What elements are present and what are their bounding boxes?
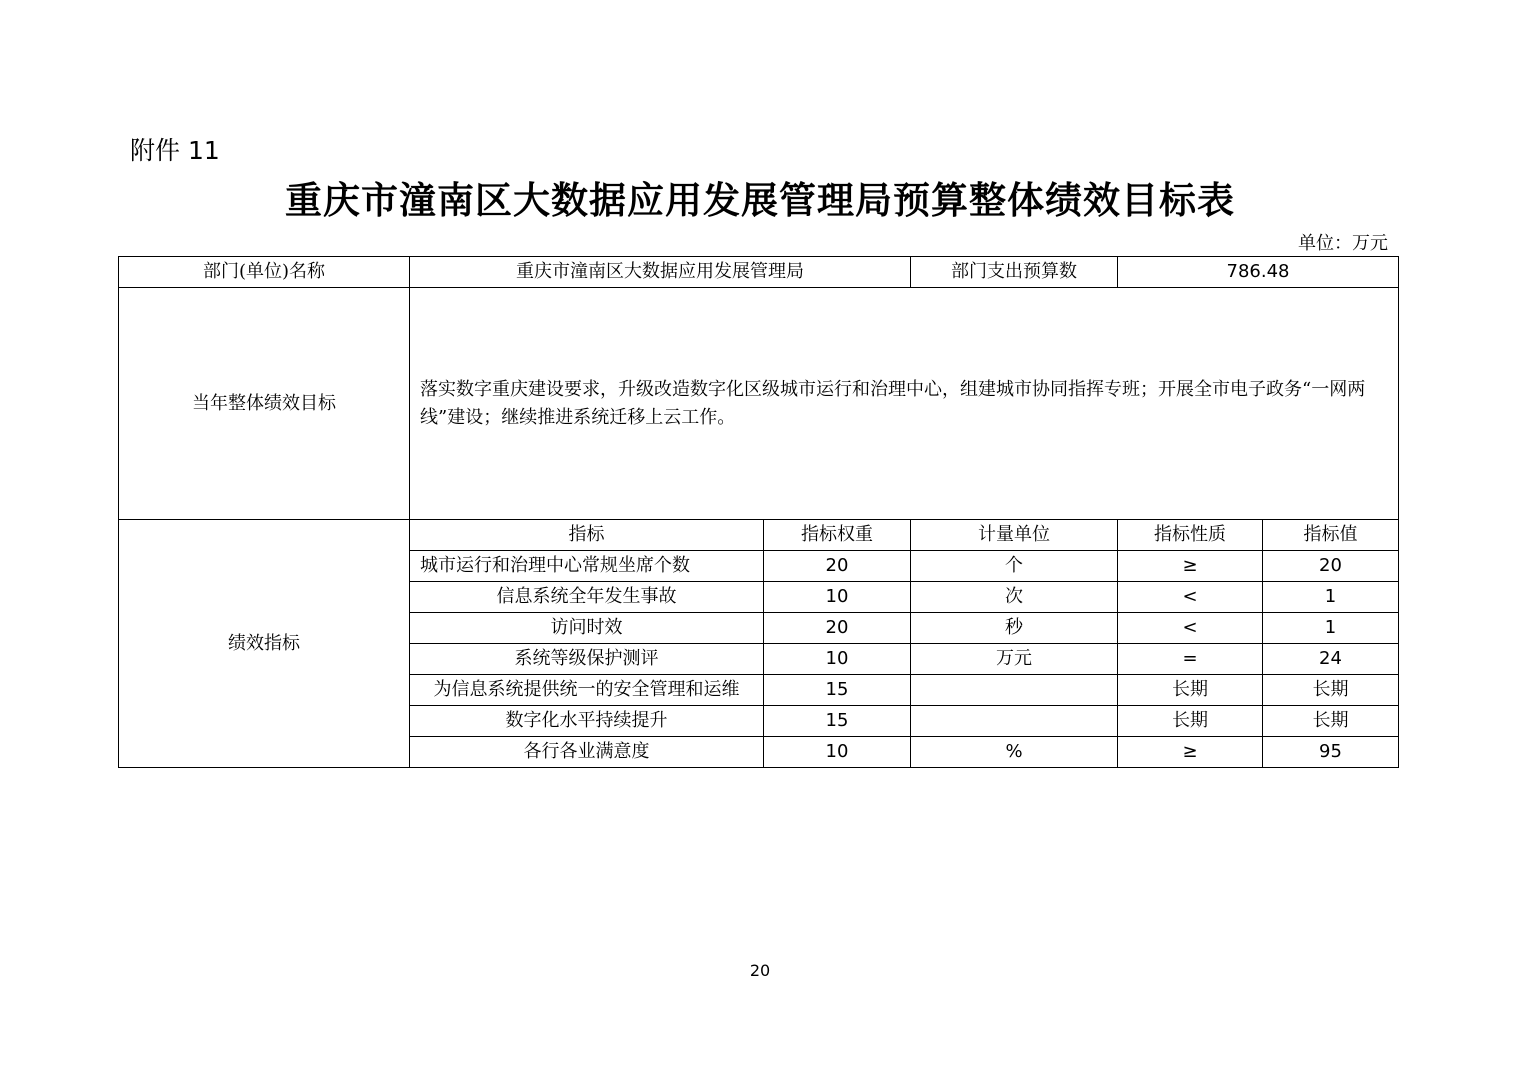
- indicator-nature: ≥: [1118, 737, 1263, 768]
- indicator-value: 1: [1263, 582, 1399, 613]
- indicator-name: 城市运行和治理中心常规坐席个数: [410, 551, 764, 582]
- header-value: 指标值: [1263, 520, 1399, 551]
- header-unit: 计量单位: [911, 520, 1118, 551]
- indicator-value: 长期: [1263, 706, 1399, 737]
- header-weight: 指标权重: [764, 520, 911, 551]
- annual-goal-label: 当年整体绩效目标: [119, 288, 410, 520]
- indicator-nature: <: [1118, 582, 1263, 613]
- indicator-nature: 长期: [1118, 706, 1263, 737]
- indicator-value: 长期: [1263, 675, 1399, 706]
- indicator-weight: 10: [764, 644, 911, 675]
- indicator-unit: 次: [911, 582, 1118, 613]
- indicator-name: 信息系统全年发生事故: [410, 582, 764, 613]
- indicator-weight: 20: [764, 613, 911, 644]
- indicator-nature: ≥: [1118, 551, 1263, 582]
- indicator-value: 20: [1263, 551, 1399, 582]
- indicator-unit: 个: [911, 551, 1118, 582]
- indicator-value: 1: [1263, 613, 1399, 644]
- indicator-weight: 20: [764, 551, 911, 582]
- indicator-weight: 10: [764, 737, 911, 768]
- indicator-nature: =: [1118, 644, 1263, 675]
- indicator-name: 访问时效: [410, 613, 764, 644]
- indicator-unit: %: [911, 737, 1118, 768]
- indicator-weight: 10: [764, 582, 911, 613]
- annual-goal-text: 落实数字重庆建设要求，升级改造数字化区级城市运行和治理中心，组建城市协同指挥专班；开展全市电子政务“一网两线”建设；继续推进系统迁移上云工作。: [410, 288, 1399, 520]
- indicator-header-row: [119, 520, 1399, 551]
- dept-info-row: [119, 257, 1399, 288]
- budget-value: 786.48: [1118, 257, 1399, 288]
- page-number: 20: [749, 961, 771, 980]
- indicator-nature: 长期: [1118, 675, 1263, 706]
- attachment-label: 附件 11: [130, 136, 220, 165]
- header-indicator: 指标: [410, 520, 764, 551]
- unit-note: 单位：万元: [1298, 233, 1388, 254]
- indicator-name: 为信息系统提供统一的安全管理和运维: [410, 675, 764, 706]
- indicator-name: 数字化水平持续提升: [410, 706, 764, 737]
- budget-label: 部门支出预算数: [911, 257, 1118, 288]
- indicator-value: 24: [1263, 644, 1399, 675]
- indicator-unit: 万元: [911, 644, 1118, 675]
- annual-goal-row: [119, 288, 1399, 520]
- indicator-unit: [911, 706, 1118, 737]
- indicator-name: 系统等级保护测评: [410, 644, 764, 675]
- indicator-nature: <: [1118, 613, 1263, 644]
- indicator-unit: [911, 675, 1118, 706]
- header-nature: 指标性质: [1118, 520, 1263, 551]
- indicator-value: 95: [1263, 737, 1399, 768]
- indicators-section-label: 绩效指标: [119, 520, 410, 768]
- indicator-weight: 15: [764, 706, 911, 737]
- indicator-unit: 秒: [911, 613, 1118, 644]
- indicator-name: 各行各业满意度: [410, 737, 764, 768]
- dept-name-label: 部门(单位)名称: [119, 257, 410, 288]
- dept-name-value: 重庆市潼南区大数据应用发展管理局: [410, 257, 911, 288]
- performance-target-table: [118, 256, 1399, 768]
- indicator-weight: 15: [764, 675, 911, 706]
- document-title: 重庆市潼南区大数据应用发展管理局预算整体绩效目标表: [285, 178, 1235, 222]
